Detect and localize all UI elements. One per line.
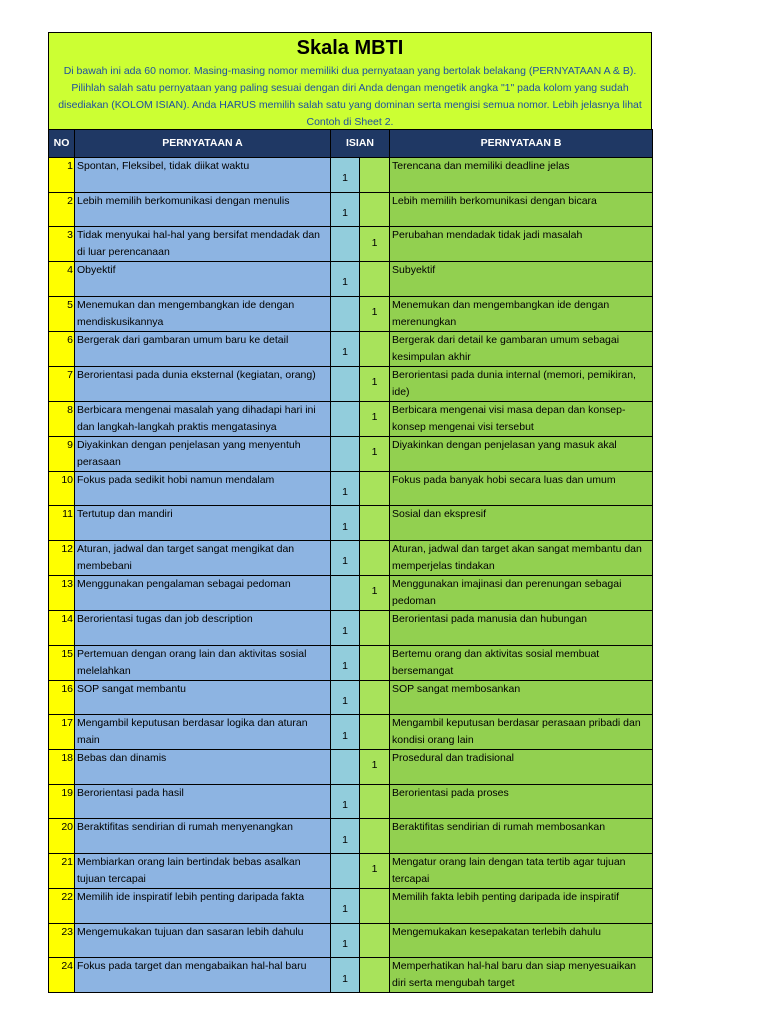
statement-a: Memilih ide inspiratif lebih penting daripada fakta (75, 888, 331, 923)
table-row (49, 923, 653, 958)
isian-b-cell[interactable] (360, 540, 390, 575)
statement-b: Mengambil keputusan berdasar perasaan pribadi dan kondisi orang lain (390, 715, 653, 750)
statement-b: Memilih fakta lebih penting daripada ide inspiratif (390, 888, 653, 923)
isian-value: 1 (371, 585, 378, 598)
isian-value: 1 (342, 694, 348, 707)
isian-a-cell[interactable] (331, 715, 360, 750)
isian-value: 1 (371, 306, 378, 319)
row-number: 24 (49, 958, 75, 993)
row-number: 10 (49, 471, 75, 506)
isian-value: 1 (371, 863, 378, 876)
table-row (49, 610, 653, 645)
statement-b: Mengatur orang lain dengan tata tertib agar tujuan tercapai (390, 853, 653, 888)
table-row (49, 262, 653, 297)
isian-value: 1 (342, 276, 348, 289)
isian-a-cell[interactable] (331, 436, 360, 471)
row-number: 6 (49, 331, 75, 366)
isian-a-cell[interactable] (331, 610, 360, 645)
row-number: 16 (49, 680, 75, 715)
row-number: 2 (49, 192, 75, 227)
statement-a: Aturan, jadwal dan target sangat mengikat dan membebani (75, 540, 331, 575)
statement-b: Beraktifitas sendirian di rumah membosankan (390, 819, 653, 854)
isian-a-cell[interactable] (331, 331, 360, 366)
statement-b: SOP sangat membosankan (390, 680, 653, 715)
table-row (49, 227, 653, 262)
table-row (49, 853, 653, 888)
table-row (49, 575, 653, 610)
statement-a: Menggunakan pengalaman sebagai pedoman (75, 575, 331, 610)
statement-a: Fokus pada sedikit hobi namun mendalam (75, 471, 331, 506)
table-row (49, 506, 653, 541)
isian-value: 1 (342, 346, 348, 359)
isian-a-cell[interactable] (331, 262, 360, 297)
header-no: NO (49, 130, 75, 158)
isian-value: 1 (342, 972, 348, 985)
row-number: 3 (49, 227, 75, 262)
isian-value: 1 (342, 729, 348, 742)
statement-a: Berbicara mengenai masalah yang dihadapi hari ini dan langkah-langkah praktis mengatasinya (75, 401, 331, 436)
isian-b-cell[interactable] (360, 227, 390, 262)
statement-a: Pertemuan dengan orang lain dan aktivitas sosial melelahkan (75, 645, 331, 680)
isian-b-cell[interactable] (360, 888, 390, 923)
isian-b-cell[interactable] (360, 158, 390, 193)
row-number: 13 (49, 575, 75, 610)
row-number: 9 (49, 436, 75, 471)
isian-b-cell[interactable] (360, 645, 390, 680)
table-row (49, 192, 653, 227)
isian-a-cell[interactable] (331, 506, 360, 541)
statement-a: Menemukan dan mengembangkan ide dengan mendiskusikannya (75, 296, 331, 331)
row-number: 20 (49, 819, 75, 854)
row-number: 14 (49, 610, 75, 645)
table-header-row (49, 130, 653, 158)
table-row (49, 819, 653, 854)
isian-a-cell[interactable] (331, 192, 360, 227)
statement-b: Subyektif (390, 262, 653, 297)
isian-value: 1 (371, 376, 378, 389)
statement-b: Menggunakan imajinasi dan perenungan sebagai pedoman (390, 575, 653, 610)
table-row (49, 715, 653, 750)
isian-b-cell[interactable] (360, 680, 390, 715)
row-number: 23 (49, 923, 75, 958)
table-row (49, 471, 653, 506)
row-number: 1 (49, 158, 75, 193)
statement-b: Prosedural dan tradisional (390, 750, 653, 785)
statement-a: Berorientasi pada dunia eksternal (kegiatan, orang) (75, 366, 331, 401)
isian-a-cell[interactable] (331, 575, 360, 610)
statement-b: Berorientasi pada proses (390, 784, 653, 819)
header-pernyataan-a: PERNYATAAN A (75, 130, 331, 158)
mbti-table (48, 129, 653, 993)
isian-b-cell[interactable] (360, 296, 390, 331)
statement-b: Menemukan dan mengembangkan ide dengan merenungkan (390, 296, 653, 331)
isian-value: 1 (342, 937, 348, 950)
isian-b-cell[interactable] (360, 366, 390, 401)
mbti-sheet (48, 32, 652, 993)
statement-a: Diyakinkan dengan penjelasan yang menyentuh perasaan (75, 436, 331, 471)
statement-a: SOP sangat membantu (75, 680, 331, 715)
statement-b: Terencana dan memiliki deadline jelas (390, 158, 653, 193)
isian-value: 1 (371, 759, 378, 772)
statement-b: Berbicara mengenai visi masa depan dan konsep-konsep mengenai visi tersebut (390, 401, 653, 436)
statement-a: Fokus pada target dan mengabaikan hal-hal baru (75, 958, 331, 993)
header-banner (48, 32, 652, 129)
row-number: 4 (49, 262, 75, 297)
isian-b-cell[interactable] (360, 923, 390, 958)
isian-a-cell[interactable] (331, 819, 360, 854)
statement-a: Spontan, Fleksibel, tidak diikat waktu (75, 158, 331, 193)
isian-value: 1 (371, 411, 378, 424)
row-number: 7 (49, 366, 75, 401)
statement-a: Obyektif (75, 262, 331, 297)
statement-a: Tertutup dan mandiri (75, 506, 331, 541)
table-row (49, 958, 653, 993)
statement-b: Fokus pada banyak hobi secara luas dan umum (390, 471, 653, 506)
statement-b: Lebih memilih berkomunikasi dengan bicara (390, 192, 653, 227)
isian-b-cell[interactable] (360, 331, 390, 366)
isian-value: 1 (342, 833, 348, 846)
statement-b: Sosial dan ekspresif (390, 506, 653, 541)
isian-a-cell[interactable] (331, 401, 360, 436)
isian-b-cell[interactable] (360, 262, 390, 297)
isian-b-cell[interactable] (360, 575, 390, 610)
isian-a-cell[interactable] (331, 540, 360, 575)
isian-b-cell[interactable] (360, 610, 390, 645)
isian-b-cell[interactable] (360, 819, 390, 854)
isian-value: 1 (342, 660, 348, 673)
isian-b-cell[interactable] (360, 471, 390, 506)
statement-a: Bergerak dari gambaran umum baru ke detail (75, 331, 331, 366)
isian-a-cell[interactable] (331, 645, 360, 680)
row-number: 18 (49, 750, 75, 785)
isian-a-cell[interactable] (331, 923, 360, 958)
row-number: 8 (49, 401, 75, 436)
table-row (49, 540, 653, 575)
page-title: Skala MBTI (296, 37, 404, 59)
isian-b-cell[interactable] (360, 784, 390, 819)
table-row (49, 680, 653, 715)
isian-value: 1 (342, 520, 348, 533)
isian-b-cell[interactable] (360, 715, 390, 750)
isian-a-cell[interactable] (331, 158, 360, 193)
table-row (49, 158, 653, 193)
statement-b: Berorientasi pada manusia dan hubungan (390, 610, 653, 645)
isian-b-cell[interactable] (360, 401, 390, 436)
statement-a: Mengemukakan tujuan dan sasaran lebih dahulu (75, 923, 331, 958)
isian-b-cell[interactable] (360, 436, 390, 471)
header-isian: ISIAN (331, 130, 390, 158)
table-row (49, 401, 653, 436)
row-number: 17 (49, 715, 75, 750)
statement-a: Mengambil keputusan berdasar logika dan aturan main (75, 715, 331, 750)
isian-b-cell[interactable] (360, 192, 390, 227)
isian-a-cell[interactable] (331, 471, 360, 506)
table-row (49, 750, 653, 785)
header-pernyataan-b: PERNYATAAN B (390, 130, 653, 158)
statement-b: Perubahan mendadak tidak jadi masalah (390, 227, 653, 262)
statement-a: Beraktifitas sendirian di rumah menyenangkan (75, 819, 331, 854)
table-row (49, 784, 653, 819)
statement-b: Memperhatikan hal-hal baru dan siap menyesuaikan diri serta mengubah target (390, 958, 653, 993)
table-row (49, 436, 653, 471)
isian-a-cell[interactable] (331, 888, 360, 923)
isian-b-cell[interactable] (360, 958, 390, 993)
table-row (49, 888, 653, 923)
isian-value: 1 (371, 236, 378, 249)
isian-b-cell[interactable] (360, 750, 390, 785)
table-row (49, 296, 653, 331)
table-row (49, 366, 653, 401)
statement-a: Berorientasi pada hasil (75, 784, 331, 819)
table-row (49, 645, 653, 680)
statement-b: Bertemu orang dan aktivitas sosial membuat bersemangat (390, 645, 653, 680)
isian-a-cell[interactable] (331, 853, 360, 888)
isian-a-cell[interactable] (331, 296, 360, 331)
statement-a: Membiarkan orang lain bertindak bebas asalkan tujuan tercapai (75, 853, 331, 888)
isian-b-cell[interactable] (360, 506, 390, 541)
statement-a: Bebas dan dinamis (75, 750, 331, 785)
statement-a: Lebih memilih berkomunikasi dengan menulis (75, 192, 331, 227)
isian-a-cell[interactable] (331, 366, 360, 401)
isian-b-cell[interactable] (360, 853, 390, 888)
instructions-text: Di bawah ini ada 60 nomor. Masing-masing nomor memiliki dua pernyataan yang bertolak belakang (PERNYATAAN A & B). Pilihlah salah satu pernyataan yang paling sesuai dengan diri Anda dengan mengetik angka "1" pada kolom yang sudah disediakan (KOLOM ISIAN). Anda HARUS memilih salah satu yang dominan serta mengisi semua nomor. Lebih jelasnya lihat Contoh di Sheet 2. (58, 65, 642, 128)
isian-value: 1 (342, 799, 348, 812)
row-number: 15 (49, 645, 75, 680)
isian-a-cell[interactable] (331, 750, 360, 785)
statement-a: Berorientasi tugas dan job description (75, 610, 331, 645)
statement-a: Tidak menyukai hal-hal yang bersifat mendadak dan di luar perencanaan (75, 227, 331, 262)
isian-value: 1 (342, 903, 348, 916)
statement-b: Aturan, jadwal dan target akan sangat membantu dan memperjelas tindakan (390, 540, 653, 575)
isian-a-cell[interactable] (331, 958, 360, 993)
row-number: 12 (49, 540, 75, 575)
statement-b: Diyakinkan dengan penjelasan yang masuk akal (390, 436, 653, 471)
isian-value: 1 (342, 486, 348, 499)
isian-value: 1 (342, 172, 348, 185)
table-body (49, 158, 653, 993)
isian-a-cell[interactable] (331, 784, 360, 819)
row-number: 21 (49, 853, 75, 888)
row-number: 11 (49, 506, 75, 541)
statement-b: Bergerak dari detail ke gambaran umum sebagai kesimpulan akhir (390, 331, 653, 366)
isian-a-cell[interactable] (331, 680, 360, 715)
isian-value: 1 (342, 206, 348, 219)
row-number: 19 (49, 784, 75, 819)
isian-value: 1 (371, 446, 378, 459)
statement-b: Mengemukakan kesepakatan terlebih dahulu (390, 923, 653, 958)
row-number: 22 (49, 888, 75, 923)
row-number: 5 (49, 296, 75, 331)
isian-value: 1 (342, 555, 348, 568)
isian-a-cell[interactable] (331, 227, 360, 262)
table-row (49, 331, 653, 366)
isian-value: 1 (342, 625, 348, 638)
statement-b: Berorientasi pada dunia internal (memori, pemikiran, ide) (390, 366, 653, 401)
